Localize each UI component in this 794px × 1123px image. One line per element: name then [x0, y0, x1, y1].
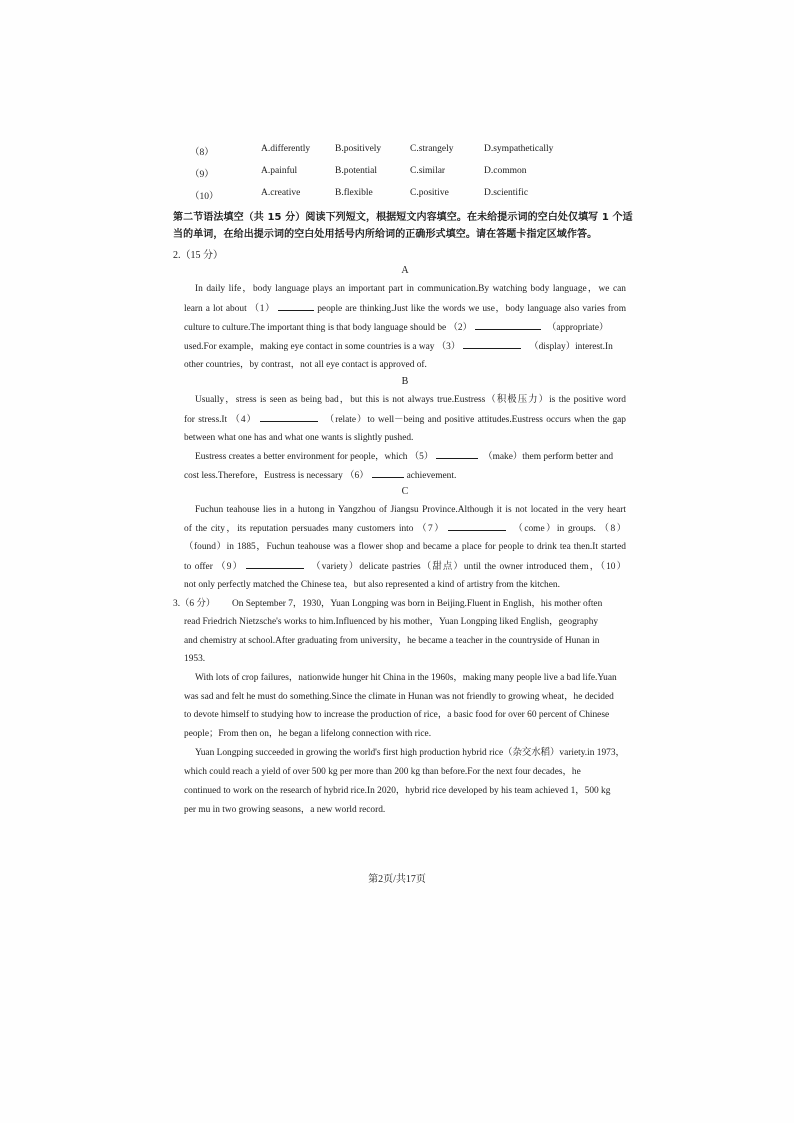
- question-3-line: was sad and felt he must do something.Since the climate in Hunan was not friendly to growing wheat，he decided: [184, 692, 614, 702]
- passage-c-line: to offer （9） （variety）delicate pastries（甜点）until the owner introduced them，（10）: [184, 558, 626, 574]
- answer-blank[interactable]: [278, 300, 314, 311]
- passage-a-line: learn a lot about （1） people are thinking.Just like the words we use，body language also varies from: [184, 300, 626, 316]
- answer-blank[interactable]: [372, 467, 404, 478]
- passage-a-line: In daily life，body language plays an important part in communication.By watching body language，we can: [195, 284, 626, 294]
- question-3-line: Yuan Longping succeeded in growing the world's first high production hybrid rice（杂交水稻）variety.in 1973，: [195, 748, 625, 758]
- passage-a-line: used.For example，making eye contact in some countries is a way （3） （display）interest.In: [184, 338, 626, 354]
- option-d: D.scientific: [484, 188, 529, 198]
- option-c: C.similar: [410, 166, 446, 176]
- question-3-line: continued to work on the research of hybrid rice.In 2020，hybrid rice developed by his team achieved 1，500 kg: [184, 786, 611, 796]
- passage-c-line: （found）in 1885，Fuchun teahouse was a flower shop and became a place for people to drink tea then.It started: [184, 542, 626, 552]
- passage-a-line: other countries，by contrast，not all eye contact is approved of.: [184, 360, 427, 370]
- option-row-10: [0, 188, 794, 206]
- option-b: B.flexible: [335, 188, 373, 198]
- question-3-line: people；From then on，he began a lifelong connection with rice.: [184, 729, 432, 739]
- answer-blank[interactable]: [463, 338, 521, 349]
- question-3-label: 3.（6 分）: [173, 599, 216, 609]
- answer-blank[interactable]: [246, 558, 304, 569]
- passage-c-line: Fuchun teahouse lies in a hutong in Yangzhou of Jiangsu Province.Although it is not located in the very heart: [195, 505, 626, 515]
- answer-blank[interactable]: [475, 319, 541, 330]
- question-3-line: which could reach a yield of over 500 kg per more than 200 kg than before.For the next four decades，he: [184, 767, 581, 777]
- passage-b-line: for stress.It （4） （relate）to well－being and positive attitudes.Eustress occurs when the gap: [184, 411, 626, 427]
- question-3-line: to devote himself to studying how to increase the production of rice，a basic food for over 60 percent of Chinese: [184, 710, 610, 720]
- question-3-line: and chemistry at school.After graduating from university，he became a teacher in the countryside of Hunan in: [184, 636, 600, 646]
- page-number-footer: 第2页/共17页: [368, 874, 426, 885]
- answer-blank[interactable]: [448, 520, 506, 531]
- option-c: C.strangely: [410, 144, 454, 154]
- passage-b-line: between what one has and what one wants is slightly pushed.: [184, 433, 414, 443]
- passage-a-letter: A: [401, 265, 409, 276]
- option-a: A.painful: [261, 166, 298, 176]
- option-b: B.positively: [335, 144, 382, 154]
- passage-c-line: of the city，its reputation persuades many customers into （7） （come）in groups. （8）: [184, 520, 626, 536]
- option-number: （8）: [190, 148, 214, 158]
- passage-c-line: not only perfectly matched the Chinese tea，but also represented a kind of artistry from the kitchen.: [184, 580, 560, 590]
- option-a: A.creative: [261, 188, 301, 198]
- option-row-8: [0, 144, 794, 162]
- answer-blank[interactable]: [260, 411, 318, 422]
- option-row-9: [0, 166, 794, 184]
- option-b: B.potential: [335, 166, 377, 176]
- passage-b-line: Eustress creates a better environment for people，which （5） （make）them perform better and: [195, 448, 626, 464]
- question-3-line: per mu in two growing seasons，a new world record.: [184, 805, 386, 815]
- option-number: （9）: [190, 170, 214, 180]
- passage-b-line: cost less.Therefore，Eustress is necessary （6） achievement.: [184, 467, 626, 483]
- question-3-line: With lots of crop failures，nationwide hunger hit China in the 1960s，making many people live a bad life.Yuan: [195, 673, 617, 683]
- option-d: D.common: [484, 166, 527, 176]
- section-heading: 第二节语法填空（共 15 分）阅读下列短文，根据短文内容填空。在未给提示词的空白处仅填写 1 个适当的单词，在给出提示词的空白处用括号内所给词的正确形式填空。请在答题卡指定区域作答。: [173, 212, 633, 240]
- option-d: D.sympathetically: [484, 144, 554, 154]
- passage-b-line: Usually，stress is seen as being bad，but this is not always true.Eustress（积极压力）is the positive word: [195, 395, 626, 405]
- option-number: （10）: [190, 192, 219, 202]
- answer-blank[interactable]: [436, 448, 478, 459]
- passage-c-letter: C: [401, 486, 409, 497]
- passage-b-letter: B: [401, 376, 409, 387]
- option-c: C.positive: [410, 188, 449, 198]
- option-a: A.differently: [261, 144, 311, 154]
- question-3-line: On September 7，1930，Yuan Longping was born in Beijing.Fluent in English，his mother often: [232, 599, 603, 609]
- question-3-line: 1953.: [184, 654, 206, 664]
- question-3-line: read Friedrich Nietzsche's works to him.Influenced by his mother，Yuan Longping liked English，geography: [184, 617, 599, 627]
- passage-a-line: culture to culture.The important thing is that body language should be （2） （appropriate）: [184, 319, 626, 335]
- question-2-label: 2.（15 分）: [173, 250, 223, 261]
